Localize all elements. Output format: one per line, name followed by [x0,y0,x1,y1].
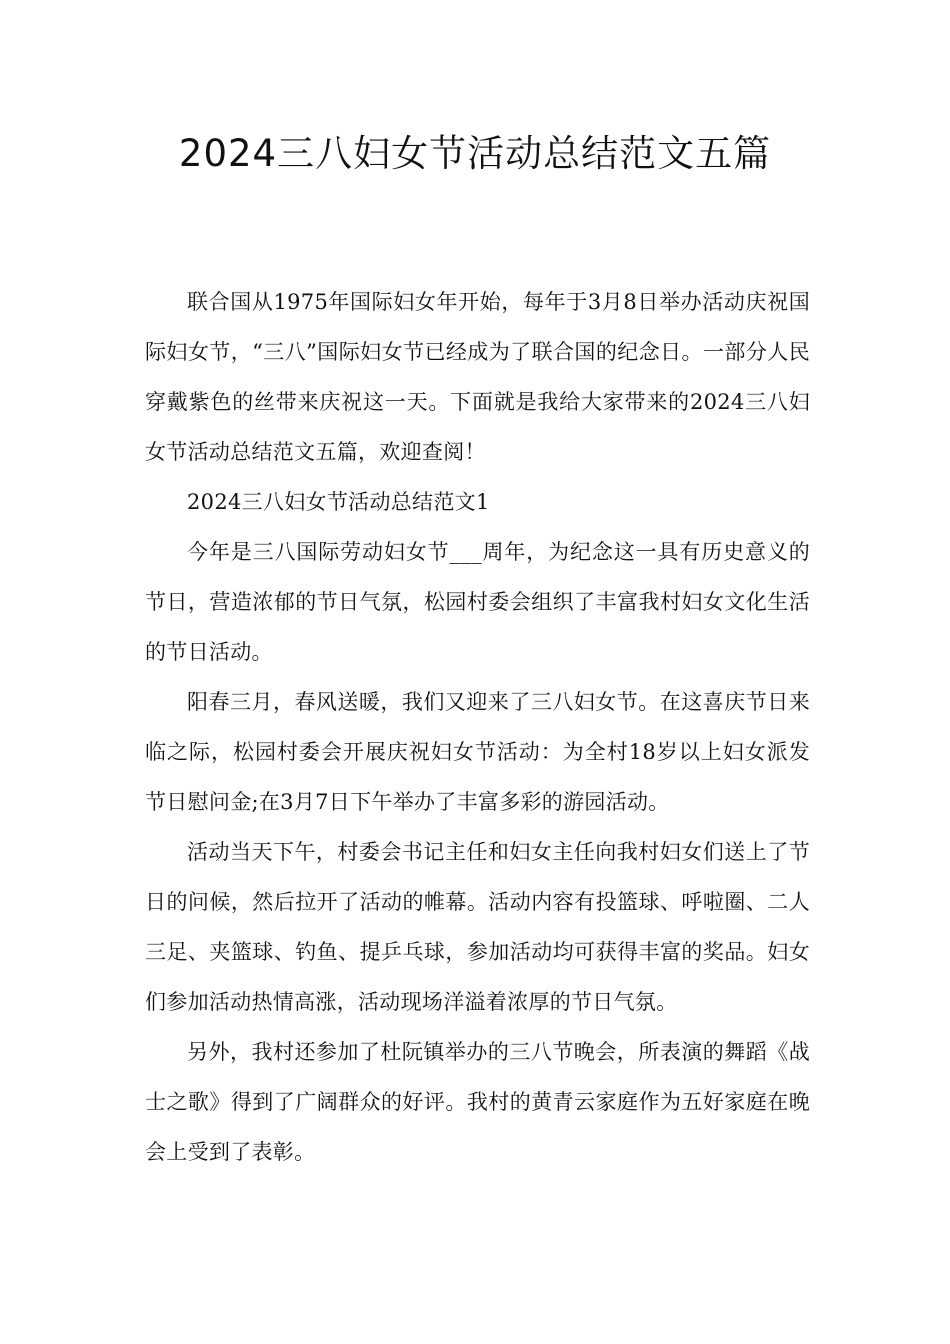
body-paragraph: 今年是三八国际劳动妇女节___周年，为纪念这一具有历史意义的节日，营造浓郁的节日气氛，松园村委会组织了丰富我村妇女文化生活的节日活动。 [145,540,810,664]
document-body [145,277,810,1177]
section-heading: 2024三八妇女节活动总结范文1 [187,490,490,514]
body-paragraph: 另外，我村还参加了杜阮镇举办的三八节晚会，所表演的舞蹈《战士之歌》得到了广阔群众的好评。我村的黄青云家庭作为五好家庭在晚会上受到了表彰。 [145,1040,810,1164]
body-paragraph: 阳春三月，春风送暖，我们又迎来了三八妇女节。在这喜庆节日来临之际，松园村委会开展庆祝妇女节活动：为全村18岁以上妇女派发节日慰问金;在3月7日下午举办了丰富多彩的游园活动。 [145,690,810,814]
body-paragraph: 活动当天下午，村委会书记主任和妇女主任向我村妇女们送上了节日的问候，然后拉开了活动的帷幕。活动内容有投篮球、呼啦圈、二人三足、夹篮球、钓鱼、提乒乓球，参加活动均可获得丰富的奖品。妇女们参加活动热情高涨，活动现场洋溢着浓厚的节日气氛。 [145,840,810,1014]
intro-paragraph: 联合国从1975年国际妇女年开始，每年于3月8日举办活动庆祝国际妇女节，“三八”国际妇女节已经成为了联合国的纪念日。一部分人民穿戴紫色的丝带来庆祝这一天。下面就是我给大家带来的2024三八妇女节活动总结范文五篇，欢迎查阅！ [145,290,810,464]
document-title: 2024三八妇女节活动总结范文五篇 [178,132,772,175]
